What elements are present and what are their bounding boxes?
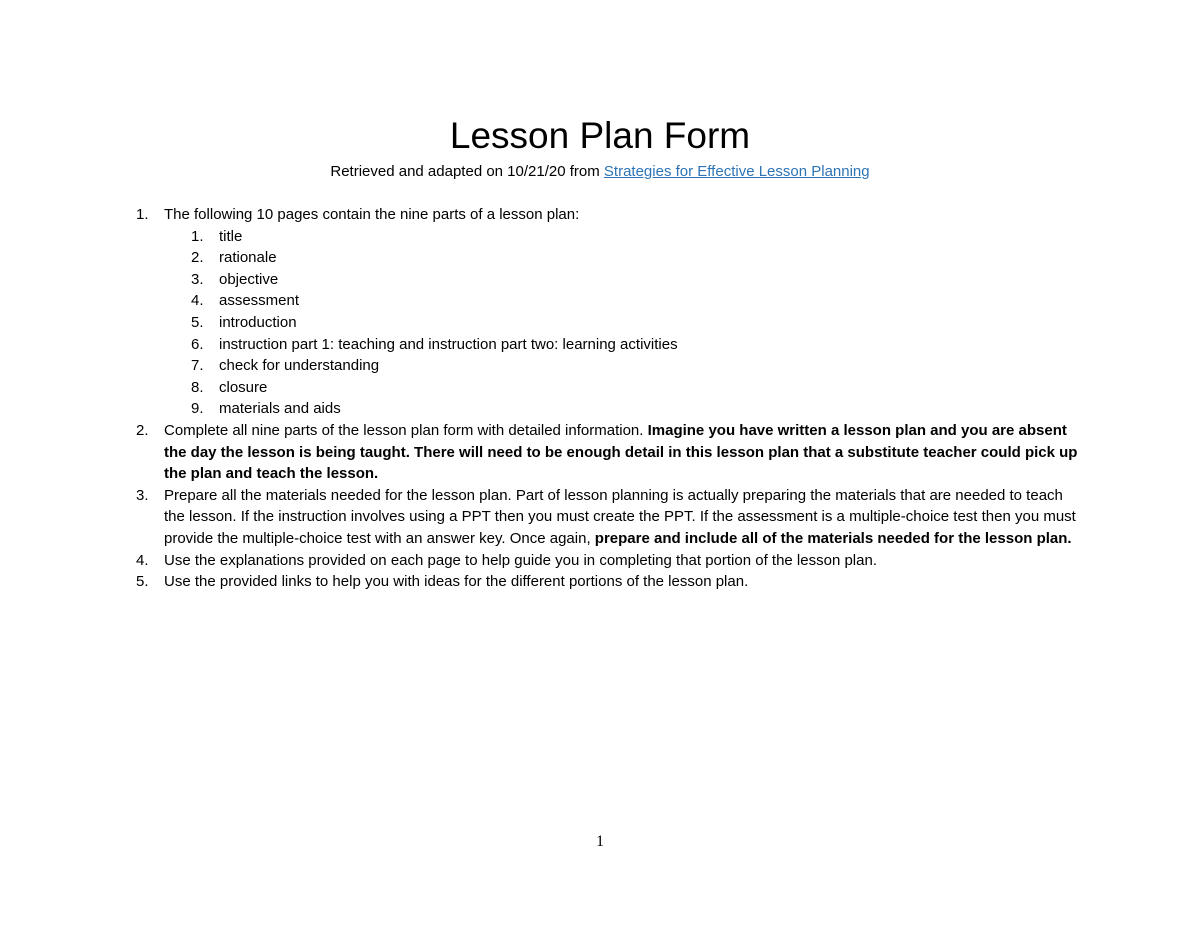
sub-list-item [164,269,1086,291]
sub-list-item-text: materials and aids [219,400,341,418]
list-item-2 [136,420,1086,485]
sub-list-number: 4. [191,292,204,310]
sub-list-number: 6. [191,335,204,353]
sub-list-item-text: introduction [219,313,297,331]
sub-list-number: 3. [191,270,204,288]
sub-list-number: 9. [191,400,204,418]
list-item-text: Complete all nine parts of the lesson plan form with detailed information. [164,421,648,439]
sub-list-item-text: check for understanding [219,357,380,375]
lesson-parts-list [164,226,1086,420]
sub-list-item-text: title [219,227,243,245]
subtitle-text: Retrieved and adapted on 10/21/20 from [330,163,604,180]
list-item-text: Prepare all the materials needed for the lesson plan. Part of lesson planning is actually preparing the materials that are needed to teach the lesson. If the instruction involves using a PPT then you must create the PPT. If the assessment is a multiple-choice test then you must provide the multiple-choice test with an answer key. Once again, [164,486,1076,547]
instructions-list [136,204,1086,593]
sub-list-item [164,334,1086,356]
list-item-text: Use the explanations provided on each page to help guide you in completing that portion of the lesson plan. [164,551,877,569]
sub-list-number: 7. [191,357,204,375]
list-item-5 [136,571,1086,593]
sub-list-number: 8. [191,378,204,396]
sub-list-item-text: objective [219,270,279,288]
list-item-text: Use the provided links to help you with ideas for the different portions of the lesson plan. [164,573,749,591]
sub-list-item [164,398,1086,420]
list-item-text: The following 10 pages contain the nine parts of a lesson plan: [164,206,580,223]
sub-list-item [164,226,1086,248]
list-number: 4. [136,551,149,569]
sub-list-item [164,355,1086,377]
list-item-4 [136,550,1086,572]
document-subtitle [0,162,1200,182]
sub-list-number: 5. [191,313,204,331]
page-number: 1 [596,833,604,850]
list-number: 3. [136,486,149,504]
sub-list-item [164,377,1086,399]
sub-list-number: 2. [191,249,204,267]
sub-list-number: 1. [191,227,204,245]
sub-list-item [164,290,1086,312]
list-number: 1. [136,206,149,223]
list-number: 5. [136,573,149,591]
source-link[interactable]: Strategies for Effective Lesson Planning [603,163,870,180]
sub-list-item [164,312,1086,334]
list-item-bold-text: prepare and include all of the materials needed for the lesson plan. [594,529,1072,547]
list-item-bold-text: Imagine you have written a lesson plan and you are absent the day the lesson is being taught. There will need to be enough detail in this lesson plan that a substitute teacher could pick up the plan and teach the lesson. [164,421,1078,483]
list-item-3 [136,485,1086,550]
sub-list-item-text: rationale [219,249,277,267]
sub-list-item-text: closure [219,378,268,396]
sub-list-item-text: assessment [219,292,300,310]
list-item-1 [136,204,1086,420]
list-number: 2. [136,421,149,439]
sub-list-item-text: instruction part 1: teaching and instruction part two: learning activities [219,335,678,353]
sub-list-item [164,247,1086,269]
document-title: Lesson Plan Form [449,115,751,156]
